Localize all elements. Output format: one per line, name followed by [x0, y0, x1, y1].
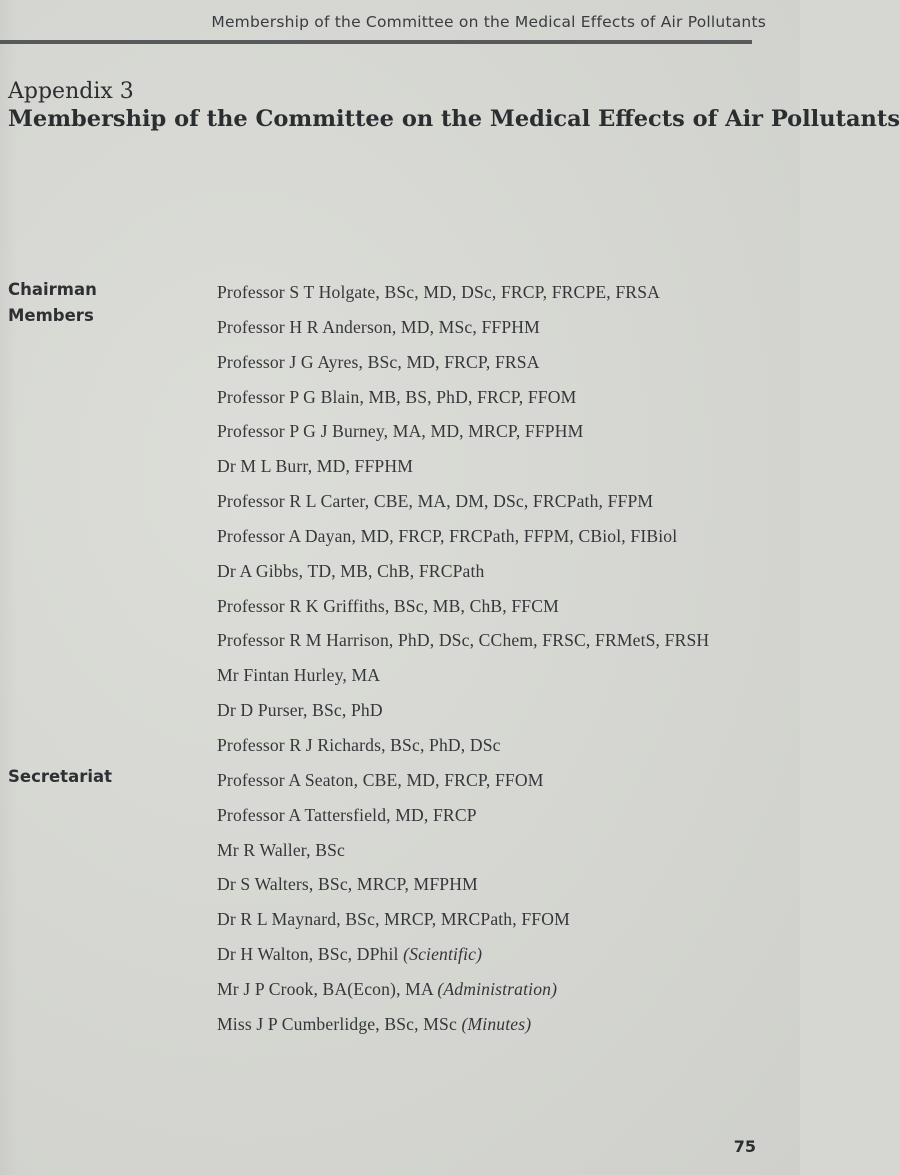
entry-name: Professor A Seaton, CBE, MD, FRCP, FFOM: [217, 769, 544, 790]
role-label-secretariat: Secretariat: [8, 767, 113, 786]
entry-name: Professor J G Ayres, BSc, MD, FRCP, FRSA: [217, 351, 540, 372]
entry-name: Professor R J Richards, BSc, PhD, DSc: [217, 734, 501, 755]
entry-name: Dr D Purser, BSc, PhD: [217, 700, 383, 721]
entry-name: Professor R K Griffiths, BSc, MB, ChB, FFCM: [217, 595, 559, 616]
membership-entry: [217, 345, 800, 380]
entry-name: Mr R Waller, BSc: [217, 839, 345, 860]
entry-name: Dr A Gibbs, TD, MB, ChB, FRCPath: [217, 560, 485, 581]
page-title: Membership of the Committee on the Medical Effects of Air Pollutants: [8, 106, 900, 132]
membership-entry: [217, 519, 800, 554]
membership-entry: [217, 554, 800, 589]
entry-name: Dr M L Burr, MD, FFPHM: [217, 456, 413, 477]
appendix-label: Appendix 3: [8, 79, 134, 104]
membership-entry: [217, 798, 800, 833]
entry-name: Mr Fintan Hurley, MA: [217, 665, 381, 686]
membership-entry: [217, 275, 800, 310]
entry-name: Professor P G Blain, MB, BS, PhD, FRCP, FFOM: [217, 386, 577, 407]
entry-name: Professor R L Carter, CBE, MA, DM, DSc, FRCPath, FFPM: [217, 491, 654, 512]
entry-name: Dr H Walton, BSc, DPhil: [217, 944, 399, 965]
membership-entry: [217, 833, 800, 868]
entry-name: Dr S Walters, BSc, MRCP, MFPHM: [217, 874, 478, 895]
entry-role-note: (Scientific): [403, 944, 483, 965]
entry-name: Dr R L Maynard, BSc, MRCP, MRCPath, FFOM: [217, 909, 570, 930]
page-number: 75: [733, 1137, 756, 1156]
membership-entry: [217, 867, 800, 902]
membership-entry: [217, 449, 800, 484]
membership-entry: [217, 902, 800, 937]
membership-entry: [217, 380, 800, 415]
entry-name: Professor A Dayan, MD, FRCP, FRCPath, FFPM, CBiol, FIBiol: [217, 525, 678, 546]
entry-role-note: (Minutes): [461, 1013, 532, 1034]
entry-name: Professor R M Harrison, PhD, DSc, CChem, FRSC, FRMetS, FRSH: [217, 630, 710, 651]
entry-name: Professor H R Anderson, MD, MSc, FFPHM: [217, 316, 540, 337]
entry-role-note: (Administration): [437, 978, 558, 999]
membership-entry: [217, 728, 800, 763]
membership-entry: [217, 972, 800, 1007]
role-label-chairman: Chairman: [8, 280, 97, 299]
membership-entry: [217, 763, 800, 798]
entry-name: Professor A Tattersfield, MD, FRCP: [217, 804, 477, 825]
header-rule: [0, 40, 752, 44]
entry-name: Professor S T Holgate, BSc, MD, DSc, FRCP, FRCPE, FRSA: [217, 282, 660, 302]
entry-name: Mr J P Crook, BA(Econ), MA: [217, 978, 433, 999]
membership-entry: [217, 937, 800, 972]
membership-entry: [217, 414, 800, 449]
membership-entry: [217, 658, 800, 693]
membership-list: [217, 275, 800, 1042]
membership-entry: [217, 693, 800, 728]
entry-name: Miss J P Cumberlidge, BSc, MSc: [217, 1013, 457, 1034]
membership-entry: [217, 623, 800, 658]
membership-entry: [217, 484, 800, 519]
membership-entry: [217, 310, 800, 345]
membership-entry: [217, 589, 800, 624]
role-label-members: Members: [8, 306, 94, 325]
entry-name: Professor P G J Burney, MA, MD, MRCP, FFPHM: [217, 421, 584, 442]
running-header: Membership of the Committee on the Medical Effects of Air Pollutants: [211, 13, 766, 31]
membership-entry: [217, 1007, 800, 1042]
